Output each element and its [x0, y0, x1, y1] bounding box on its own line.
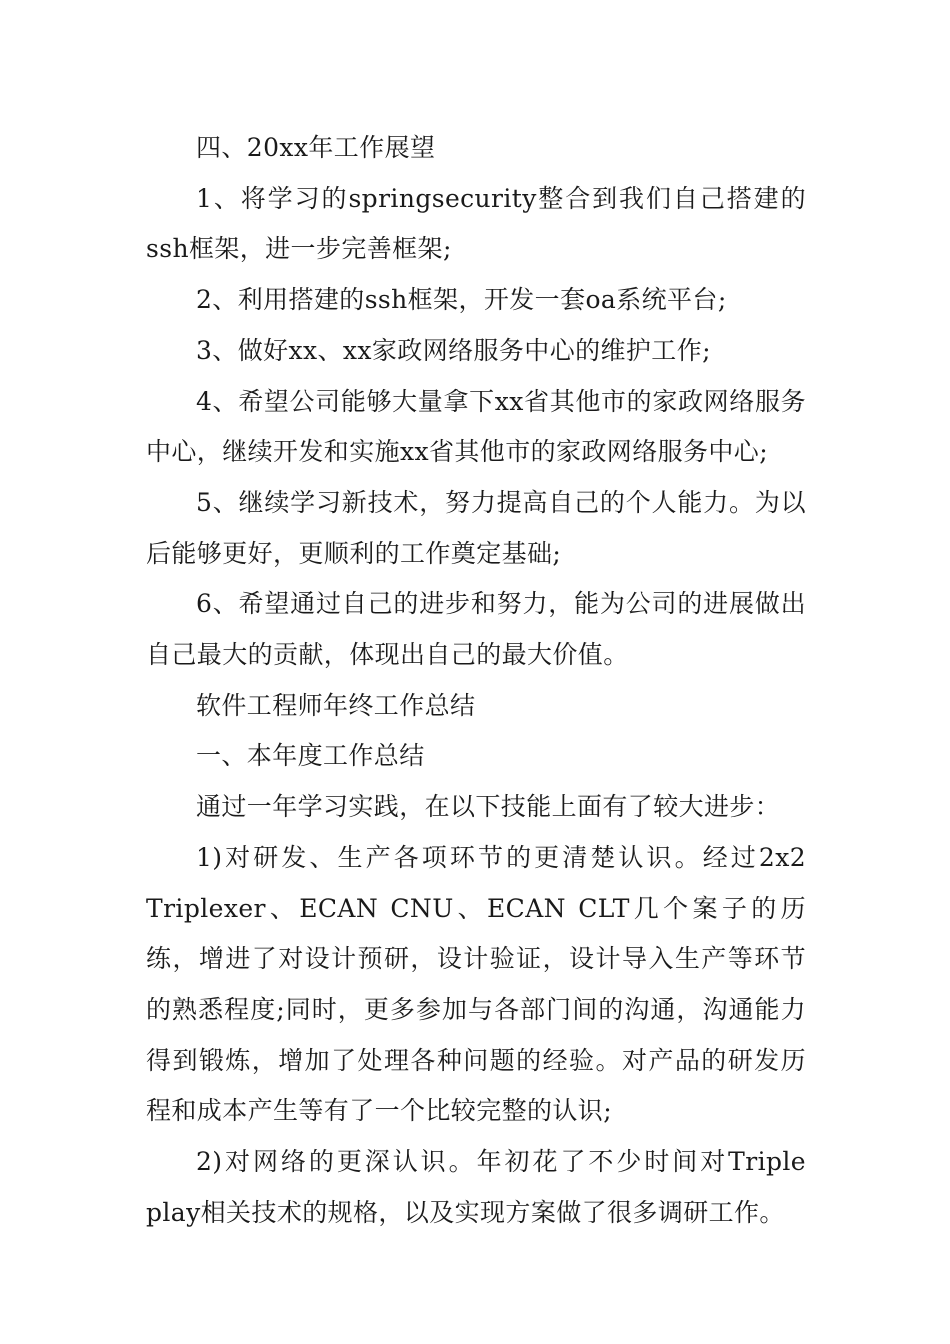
summary-intro: 通过一年学习实践，在以下技能上面有了较大进步： [196, 792, 781, 822]
section-heading-summary: 一、本年度工作总结 [196, 741, 425, 771]
summary-item-2: 2)对网络的更深认识。年初花了不少时间对Triple play相关技术的规格，以及实现方案做了很多调研工作。 [146, 1147, 806, 1227]
outlook-item-2: 2、利用搭建的ssh框架，开发一套oa系统平台; [196, 285, 727, 315]
outlook-item-6: 6、希望通过自己的进步和努力，能为公司的进展做出自己最大的贡献，体现出自己的最大价值。 [146, 589, 806, 670]
outlook-item-4: 4、希望公司能够大量拿下xx省其他市的家政网络服务中心，继续开发和实施xx省其他市的家政网络服务中心; [146, 386, 806, 467]
outlook-item-5: 5、继续学习新技术，努力提高自己的个人能力。为以后能够更好，更顺利的工作奠定基础; [146, 487, 806, 568]
document-title: 软件工程师年终工作总结 [196, 690, 476, 720]
outlook-item-1: 1、将学习的springsecurity整合到我们自己搭建的ssh框架，进一步完善框架; [146, 183, 806, 264]
section-heading-outlook: 四、20xx年工作展望 [196, 133, 436, 162]
summary-item-1: 1)对研发、生产各项环节的更清楚认识。经过2x2 Triplexer、ECAN CNU、ECAN CLT几个案子的历练，增进了对设计预研，设计验证，设计导入生产等环节的熟悉程度;同时，更多参加与各部门间的沟通，沟通能力得到锻炼，增加了处理各种问题的经验。对产品的研发历程和成本产生等有了一个比较完整的认识; [146, 842, 806, 1126]
outlook-item-3: 3、做好xx、xx家政网络服务中心的维护工作; [196, 335, 711, 365]
document-body [146, 123, 806, 1238]
